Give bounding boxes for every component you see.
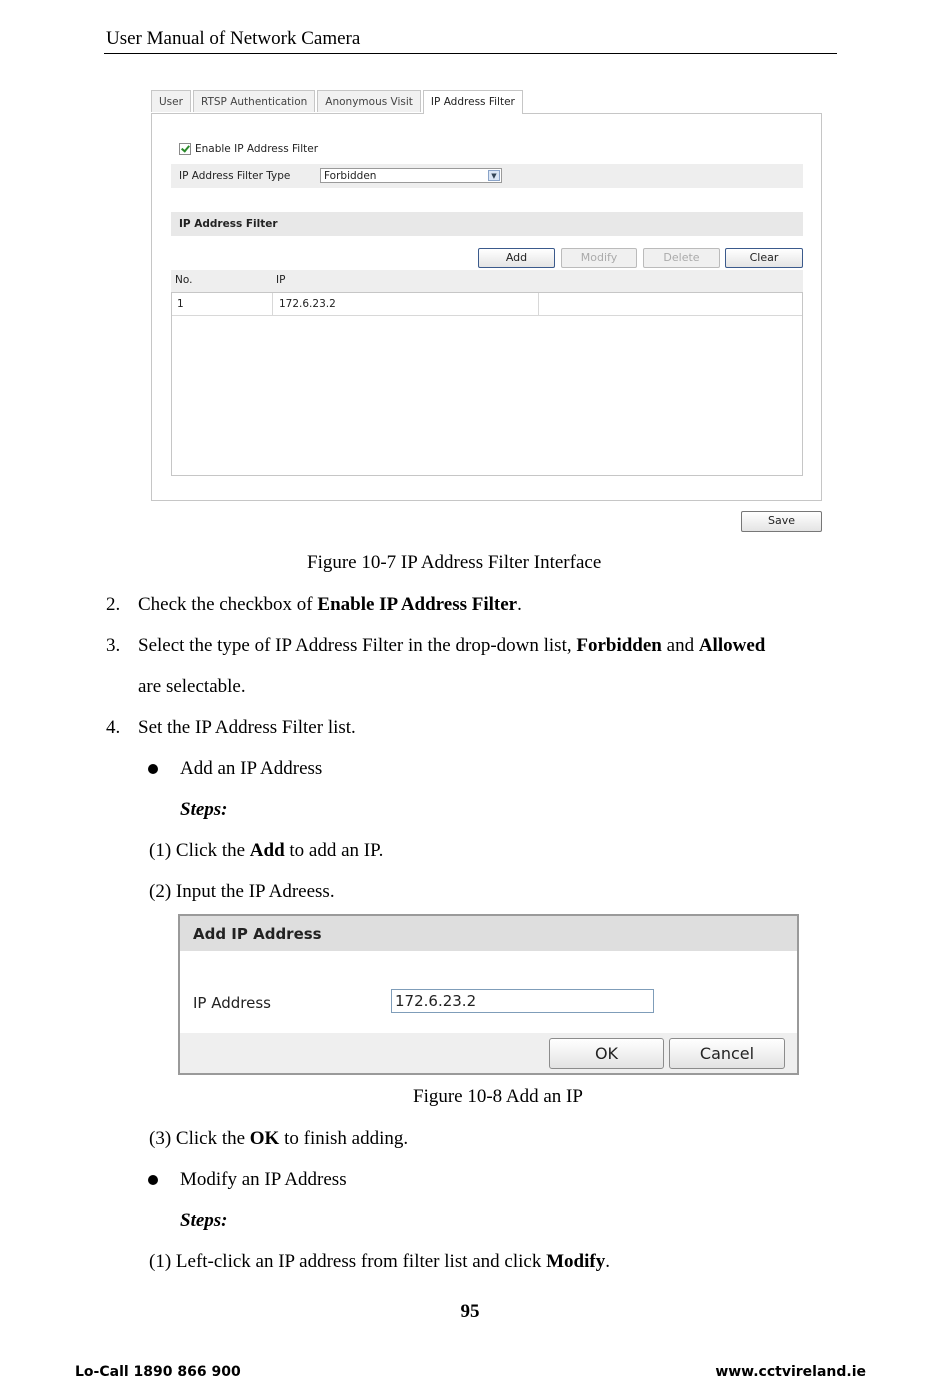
tab-user[interactable]: User — [151, 90, 191, 112]
enable-filter-label: Enable IP Address Filter — [195, 143, 319, 155]
step-number: 2. — [106, 594, 121, 615]
text: (1) Click the — [149, 840, 250, 861]
ip-list — [171, 292, 803, 476]
section-header — [171, 212, 803, 236]
tab-bar — [151, 90, 525, 114]
column-ip: IP — [276, 274, 286, 286]
column-no: No. — [175, 274, 193, 286]
section-title: IP Address Filter — [179, 218, 278, 230]
save-button[interactable]: Save — [741, 511, 822, 532]
figure-caption: Figure 10-8 Add an IP — [413, 1086, 583, 1107]
enable-filter-row — [179, 143, 318, 155]
column-divider — [538, 293, 539, 315]
page-number: 95 — [460, 1301, 480, 1322]
row-ip: 172.6.23.2 — [279, 298, 336, 310]
bold-text: Forbidden — [576, 635, 662, 656]
text: to add an IP. — [284, 840, 384, 861]
tab-ip-address-filter[interactable]: IP Address Filter — [423, 90, 523, 114]
dialog-header — [180, 916, 797, 951]
filter-type-value: Forbidden — [324, 170, 377, 182]
footer-phone: Lo-Call 1890 866 900 — [75, 1364, 241, 1380]
bold-text: OK — [249, 1128, 280, 1149]
bold-text: Allowed — [698, 635, 766, 656]
bullet-modify: Modify an IP Address — [180, 1169, 347, 1190]
steps-label-text: Steps: — [180, 1210, 228, 1231]
text: to finish adding. — [279, 1128, 409, 1149]
table-row[interactable] — [172, 293, 802, 316]
dialog-title: Add IP Address — [193, 925, 322, 943]
page-header: User Manual of Network Camera — [106, 28, 361, 49]
ip-address-label: IP Address — [193, 994, 271, 1012]
substep-2: (2) Input the IP Adreess. — [149, 881, 335, 902]
header-rule — [104, 53, 837, 54]
step-3 — [138, 635, 765, 657]
steps-label — [180, 799, 228, 821]
cancel-button[interactable]: Cancel — [669, 1038, 785, 1069]
text: Select the type of IP Address Filter in the drop-down list, — [138, 635, 577, 656]
row-no: 1 — [177, 298, 184, 310]
footer-website: www.cctvireland.ie — [715, 1364, 866, 1380]
ok-button[interactable]: OK — [549, 1038, 664, 1069]
bold-text: Enable IP Address Filter — [317, 594, 518, 615]
text: (1) Left-click an IP address from filter list and click — [149, 1251, 547, 1272]
filter-type-select[interactable] — [320, 168, 502, 183]
substep-modify-1 — [149, 1251, 610, 1273]
step-3-continued: are selectable. — [138, 676, 246, 697]
list-header — [171, 270, 803, 292]
steps-label-text: Steps: — [180, 799, 228, 820]
substep-1 — [149, 840, 383, 862]
bold-text: Add — [249, 840, 285, 861]
delete-button[interactable]: Delete — [643, 248, 720, 268]
clear-button[interactable]: Clear — [725, 248, 803, 268]
bullet-icon — [148, 764, 158, 774]
dialog-footer — [180, 1033, 797, 1073]
figure-caption: Figure 10-7 IP Address Filter Interface — [307, 552, 602, 573]
add-ip-dialog — [178, 914, 799, 1075]
text: and — [661, 635, 699, 656]
step-2 — [138, 594, 522, 616]
step-number: 4. — [106, 717, 121, 738]
bullet-add: Add an IP Address — [180, 758, 323, 779]
step-4: Set the IP Address Filter list. — [138, 717, 356, 738]
enable-filter-checkbox[interactable] — [179, 143, 191, 155]
filter-type-row — [171, 164, 803, 188]
add-button[interactable]: Add — [478, 248, 555, 268]
tab-anonymous-visit[interactable]: Anonymous Visit — [317, 90, 421, 112]
chevron-down-icon[interactable]: ▼ — [488, 170, 500, 181]
text: (3) Click the — [149, 1128, 250, 1149]
text: . — [605, 1251, 610, 1272]
filter-type-label: IP Address Filter Type — [179, 170, 291, 182]
substep-3 — [149, 1128, 408, 1150]
steps-label — [180, 1210, 228, 1232]
bold-text: Modify — [546, 1251, 606, 1272]
bullet-icon — [148, 1175, 158, 1185]
modify-button[interactable]: Modify — [561, 248, 637, 268]
text: Check the checkbox of — [138, 594, 318, 615]
step-number: 3. — [106, 635, 121, 656]
ip-address-input[interactable]: 172.6.23.2 — [391, 989, 654, 1013]
text: . — [517, 594, 522, 615]
tab-rtsp-authentication[interactable]: RTSP Authentication — [193, 90, 315, 112]
column-divider — [272, 293, 273, 315]
